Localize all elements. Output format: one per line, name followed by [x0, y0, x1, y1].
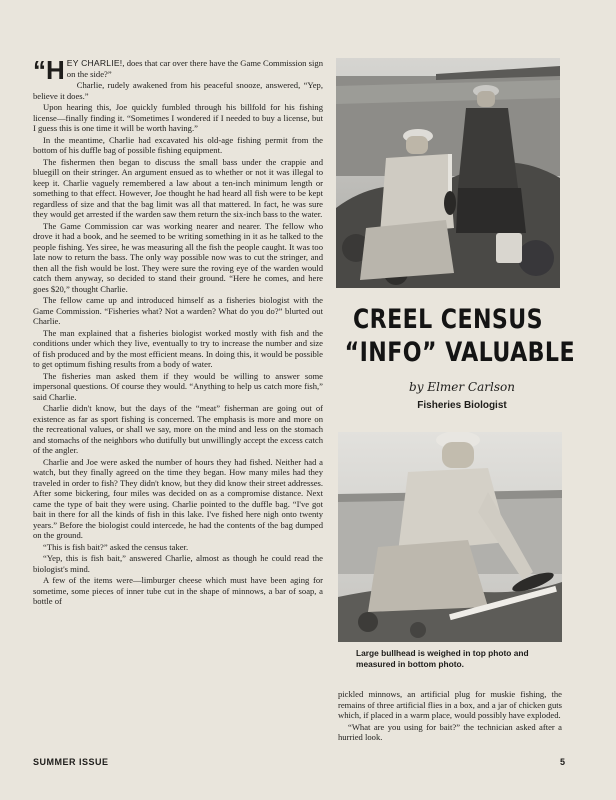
- article-paragraph: Charlie, rudely awakened from his peaceful snooze, answered, “Yep, believe it does.”: [33, 80, 323, 101]
- headline: [344, 303, 575, 369]
- article-paragraph: The Game Commission car was working nearer and nearer. The fellow who drove it had a book, and he seemed to be writing something in it as he talked to the people fishing. Yes siree, he was measuring all the fish the people caught. It was too late now to return the bass. The only way possible now was to cut the stringer, and then all the fish would be lost. They were sure the roving eye of the warden would catch them anyway, so decided to stand their ground. “Here he comes, and here goes $20,” thought Charlie.: [33, 220, 323, 294]
- article-paragraph: pickled minnows, an artificial plug for muskie fishing, the remains of three artificial flies in a box, and a jar of chicken guts which, if placed in a warm place, would possibly have exploded.: [338, 689, 562, 720]
- article-left-column: [33, 55, 323, 608]
- article-paragraph: The man explained that a fisheries biologist worked mostly with fish and the conditions under which they live, eventually to try to increase the number and size of fish produced and by the most efficient means. In doing this, it would be possible to get optimum fishing results from a body of water.: [33, 327, 323, 369]
- lead-in-caps: EY CHARLIE!: [66, 58, 123, 68]
- article-paragraph: “This is fish bait?” asked the census taker.: [43, 541, 189, 552]
- article-paragraph: The fisheries man asked them if they would be willing to answer some impersonal questions. Of course they would. “Anything to help us catch more fish,” said Charlie.: [33, 370, 323, 402]
- article-right-column: [338, 689, 562, 744]
- headline-line-2: “INFO” VALUABLE: [344, 337, 575, 368]
- article-paragraph: “HEY CHARLIE!, does that car over there have the Game Commission sign on the side?”: [33, 55, 323, 85]
- author-byline: by Elmer Carlson: [409, 380, 515, 394]
- article-paragraph: “Yep, this is fish bait,” answered Charlie, almost as though he could read the biologist's mind.: [33, 553, 323, 574]
- photo-fishermen-weighing: [336, 58, 560, 288]
- article-paragraph: “What are you using for bait?” the technician asked after a hurried look.: [338, 721, 562, 742]
- article-paragraph: The fellow came up and introduced himself as a fisheries biologist with the Game Commission. “Fisheries what? Not a warden? What do you do?” blurted out Charlie.: [33, 295, 323, 326]
- article-paragraph: Charlie didn't know, but the days of the “meat” fisherman are going out of existence as far as sport fishing is concerned. The emphasis is more and more on the recreational values, or shall we say, more on the mind and less on the stomach and stomachs of the neighbors who dutifully but unwillingly accept the excess catch of the angler.: [33, 403, 323, 455]
- photo-measuring-fish: [338, 432, 562, 642]
- author-title: Fisheries Biologist: [417, 400, 507, 411]
- article-paragraph: The fishermen then began to discuss the small bass under the crappie and bluegill on their stringer. An argument ensued as to whether or not it was illegal to keep it. Charlie vaguely remembered a law about a ten-inch minimum length or something to that effect. However, Joe thought he had heard all fish were to be kept regardless of size and that the bag limit was all that mattered. In fact, he was sure they would get arrested if the warden saw them return the six-inch bass to the water.: [33, 156, 323, 219]
- page-number: 5: [560, 757, 566, 767]
- article-paragraph: Charlie and Joe were asked the number of hours they had fished. Neither had a watch, but they finally agreed on the time they began. How many miles had they traveled in order to fish? They didn't know, but they did know their street addresses. After some bickering, four miles was decided on as a compromise distance. Next came the type of bait they were using. Charlie pointed to the duffle bag. “I've got bait in there for all the kinds of fish in this lake. I've fished here nigh onto twenty years.” Before the biologist could intercede, he had the contents of the bag dumped on the ground.: [33, 456, 323, 540]
- article-paragraph: In the meantime, Charlie had excavated his old-age fishing permit from the bottom of his duffle bag of possible fishing equipment.: [33, 134, 323, 155]
- issue-name: SUMMER ISSUE: [33, 757, 109, 767]
- headline-line-1: CREEL CENSUS: [352, 304, 544, 335]
- photo-caption: Large bullhead is weighed in top photo and measured in bottom photo.: [356, 648, 529, 669]
- article-paragraph: Upon hearing this, Joe quickly fumbled through his billfold for his fishing license—finally finding it. “Sometimes I wondered if I needed to buy a license, but I guess this is one time it will be worth having.”: [33, 102, 323, 133]
- drop-cap: “H: [33, 55, 65, 85]
- article-paragraph: A few of the items were—limburger cheese which must have been aging for sometime, some pieces of inner tube cut in the shape of minnows, a bar of soap, a bottle of: [33, 575, 323, 606]
